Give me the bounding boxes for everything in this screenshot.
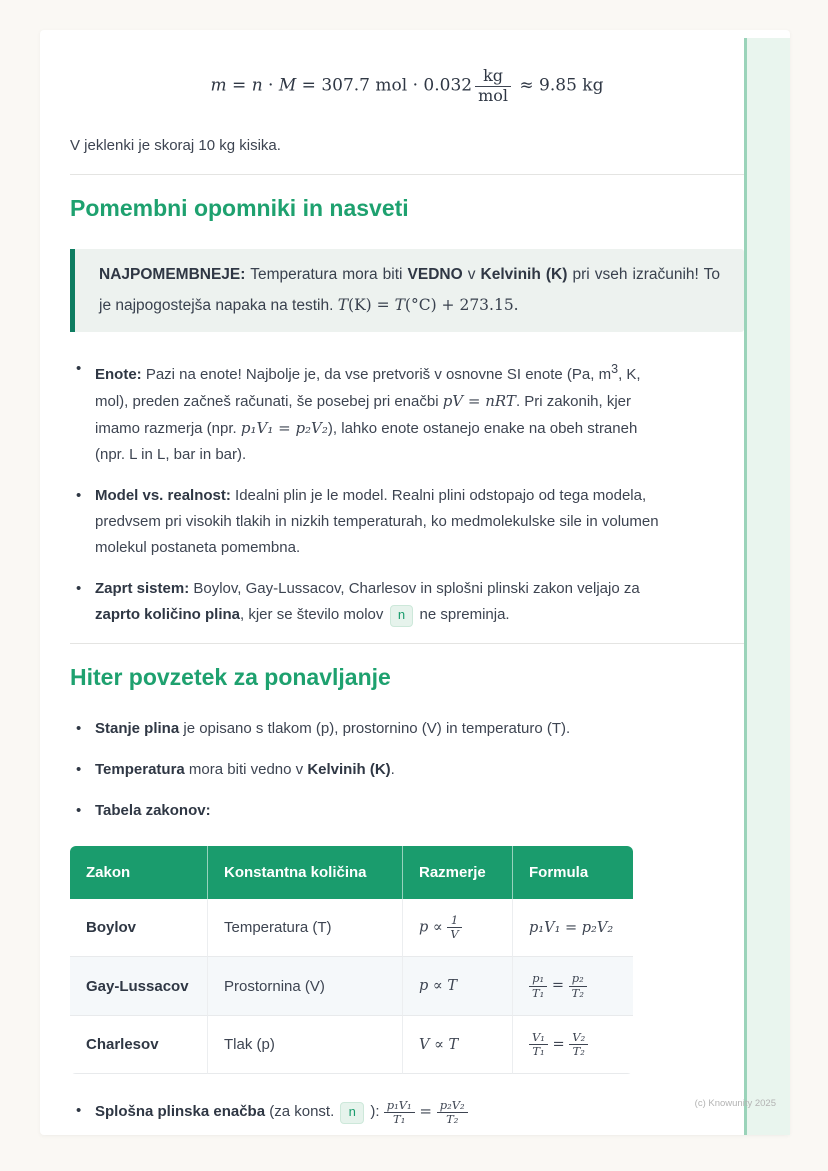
- summary-list: [70, 716, 744, 824]
- ideal-gas-equation: pV = nRT: [442, 392, 516, 410]
- list-item-model: • Model vs. realnost: Idealni plin je le model. Realni plini odstopajo od tega modela, predvsem pri visokih tlakih in nizkih temperaturah, ko medmolekulske sile in volumen molekul postaneta pomembna.: [70, 483, 670, 561]
- kelvin-conversion-formula: T(K) = T(°C) + 273.15.: [337, 296, 519, 314]
- watermark: (c) Knowunity 2025: [694, 1098, 776, 1109]
- formula-cell: $\frac{\text{V₁}}{\text{T₁}}$ = $\frac{\text{V₂}}{\text{T₂}}$: [513, 1016, 633, 1074]
- section-title-reminders: Pomembni opomniki in nasveti: [70, 195, 409, 221]
- callout-text: NAJPOMEMBNEJE: Temperatura mora biti VEDNO v Kelvinih (K) pri vseh izračunih! To je najpogostejša napaka na testih. T(K) = T(°C) + 273.15.: [99, 266, 721, 314]
- formula-variable: M: [278, 75, 297, 96]
- formula-variable: n: [251, 75, 263, 96]
- intro-text: V jeklenki je skoraj 10 kg kisika.: [70, 137, 281, 154]
- document-page: [40, 30, 790, 1135]
- gas-laws-table: [70, 846, 633, 1074]
- section-title-summary: Hiter povzetek za ponavljanje: [70, 664, 391, 690]
- document-content: [40, 30, 790, 1126]
- proportionality-cell: p ∝ $\frac{1}{V}$: [403, 899, 513, 957]
- inline-code-n-chip: n: [340, 1102, 364, 1124]
- section-divider: [70, 643, 744, 644]
- final-equation-list: [70, 1098, 744, 1126]
- combined-gas-law-formula: $\frac{\text{p₁V₁}}{\text{T₁}}$ = $\frac{\text{p₂V₂}}{\text{T₂}}$: [384, 1102, 468, 1120]
- table-row-charlesov: Charlesov Tlak (p) V ∝ T $\frac{\text{V₁}}{\text{T₁}}$ = $\frac{\text{V₂}}{\text{T₂}}$: [70, 1016, 633, 1074]
- list-item-enote: • Enote: Pazi na enote! Najbolje je, da vse pretvoriš v osnovne SI enote (Pa, $m^3$, K, mol), preden začneš računati, še posebej pri enačbi pV = nRT. Pri zakonih, kjer imamo razmerja (npr. p₁V₁ = p₂V₂), lahko enote ostanejo enake na obeh straneh (npr. L in L, bar in bar).: [70, 356, 670, 468]
- table-row-boylov: Boylov Temperatura (T) p ∝ $\frac{1}{V}$ p₁V₁ = p₂V₂: [70, 899, 633, 957]
- one-over-v-fraction: $\frac{1}{V}$: [447, 914, 461, 941]
- proportionality-cell: V ∝ T: [403, 1016, 513, 1074]
- inline-code-n-chip: n: [390, 605, 414, 627]
- table-row-gay-lussacov: Gay-Lussacov Prostornina (V) p ∝ T $\frac{\text{p₁}}{\text{T₁}}$ = $\frac{\text{p₂}}{\text{T₂}}$: [70, 957, 633, 1015]
- column-header-kolicina: Konstantna količina: [208, 846, 403, 899]
- formula-variable: m: [210, 75, 227, 96]
- column-header-razmerje: Razmerje: [403, 846, 513, 899]
- list-item-splosna-enacba: • Splošna plinska enačba (za konst. n ): $\frac{\text{p₁V₁}}{\text{T₁}}$ = $\frac{\text{p₂V₂}}{\text{T₂}}$: [70, 1098, 670, 1126]
- formula-cell: $\frac{\text{p₁}}{\text{T₁}}$ = $\frac{\text{p₂}}{\text{T₂}}$: [513, 957, 633, 1015]
- reminders-list: [70, 356, 744, 628]
- kg-per-mol-fraction: $\frac{kg}{\text{mol}}$: [475, 67, 511, 105]
- table-header-row: [70, 846, 633, 899]
- list-item-temperatura: • Temperatura mora biti vedno v Kelvinih (K).: [70, 757, 670, 783]
- list-item-tabela: • Tabela zakonov:: [70, 798, 670, 824]
- formula-cell: p₁V₁ = p₂V₂: [513, 899, 633, 957]
- list-item-zaprt: • Zaprt sistem: Boylov, Gay-Lussacov, Charlesov in splošni plinski zakon veljajo za zaprto količino plina, kjer se število molov n ne spreminja.: [70, 576, 670, 628]
- section-divider: [70, 174, 744, 175]
- list-item-stanje: • Stanje plina je opisano s tlakom (p), prostornino (V) in temperaturo (T).: [70, 716, 670, 742]
- important-callout: [70, 249, 744, 332]
- column-header-formula: Formula: [513, 846, 633, 899]
- mass-formula: m = n · M = 307.7 mol · 0.032 $\frac{kg}{\text{mol}}$ ≈ 9.85 kg: [210, 66, 604, 105]
- boyle-equation-inline: p₁V₁ = p₂V₂: [240, 419, 328, 437]
- proportionality-cell: p ∝ T: [403, 957, 513, 1015]
- superscript-3: 3: [611, 362, 619, 376]
- column-header-zakon: Zakon: [70, 846, 208, 899]
